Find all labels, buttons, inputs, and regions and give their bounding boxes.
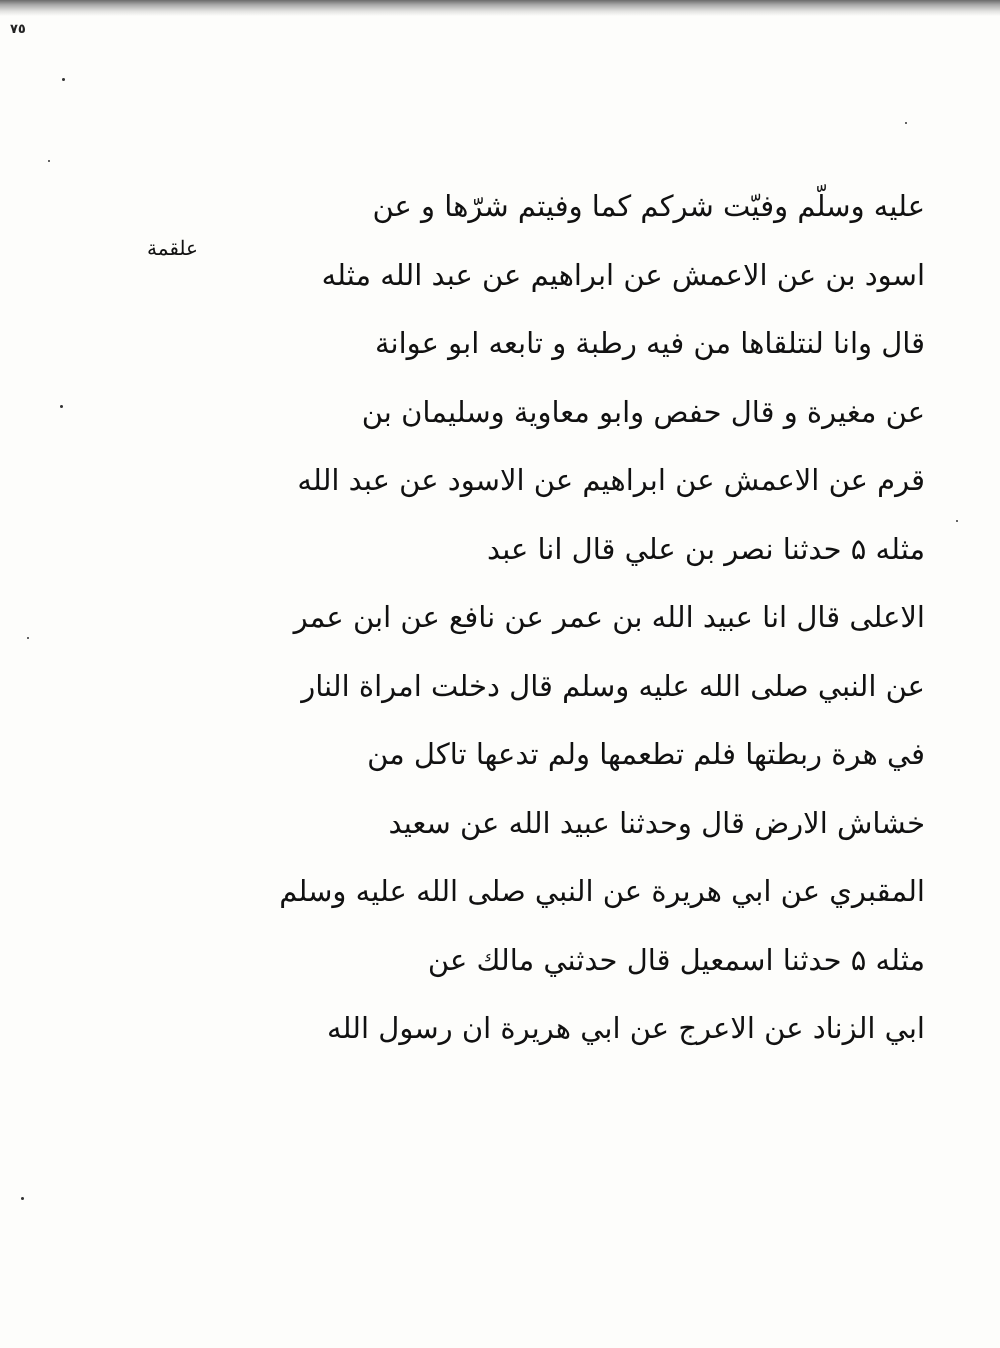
ink-speck [27,637,29,639]
text-line-4: عن مغيرة و قال حفص وابو معاوية وسليمان بن [361,394,925,429]
ink-speck [956,520,958,522]
page-number: ٧٥ [10,22,26,37]
text-line-5: قرم عن الاعمش عن ابراهيم عن الاسود عن عبد الله [297,463,925,498]
text-line-6: مثله ۵ حدثنا نصر بن علي قال انا عبد [486,531,925,566]
margin-note: علقمة [147,236,198,260]
ink-speck [62,78,65,81]
page-top-edge [0,0,1000,16]
ink-speck [48,160,50,162]
manuscript-text-block [210,172,925,1132]
text-line-9: في هرة ربطتها فلم تطعمها ولم تدعها تاكل من [367,737,925,772]
text-line-11: المقبري عن ابي هريرة عن النبي صلى الله عليه وسلم [279,874,925,909]
ink-speck [905,122,907,124]
text-line-8: عن النبي صلى الله عليه وسلم قال دخلت امراة النار [301,668,925,703]
text-line-13: ابي الزناد عن الاعرج عن ابي هريرة ان رسول الله [327,1011,925,1046]
ink-speck [60,405,63,408]
text-line-12: مثله ۵ حدثنا اسمعيل قال حدثني مالك عن [427,942,925,977]
text-line-7: الاعلى قال انا عبيد الله بن عمر عن نافع عن ابن عمر [293,600,925,635]
ink-speck [21,1197,24,1200]
text-line-1: عليه وسلّم وفيّت شركم كما وفيتم شرّها و عن [372,189,925,224]
text-line-10: خشاش الارض قال وحدثنا عبيد الله عن سعيد [388,805,925,840]
text-line-3: قال وانا لنتلقاها من فيه رطبة و تابعه ابو عوانة [374,326,925,361]
text-line-2: اسود بن عن الاعمش عن ابراهيم عن عبد الله مثله [321,257,925,292]
